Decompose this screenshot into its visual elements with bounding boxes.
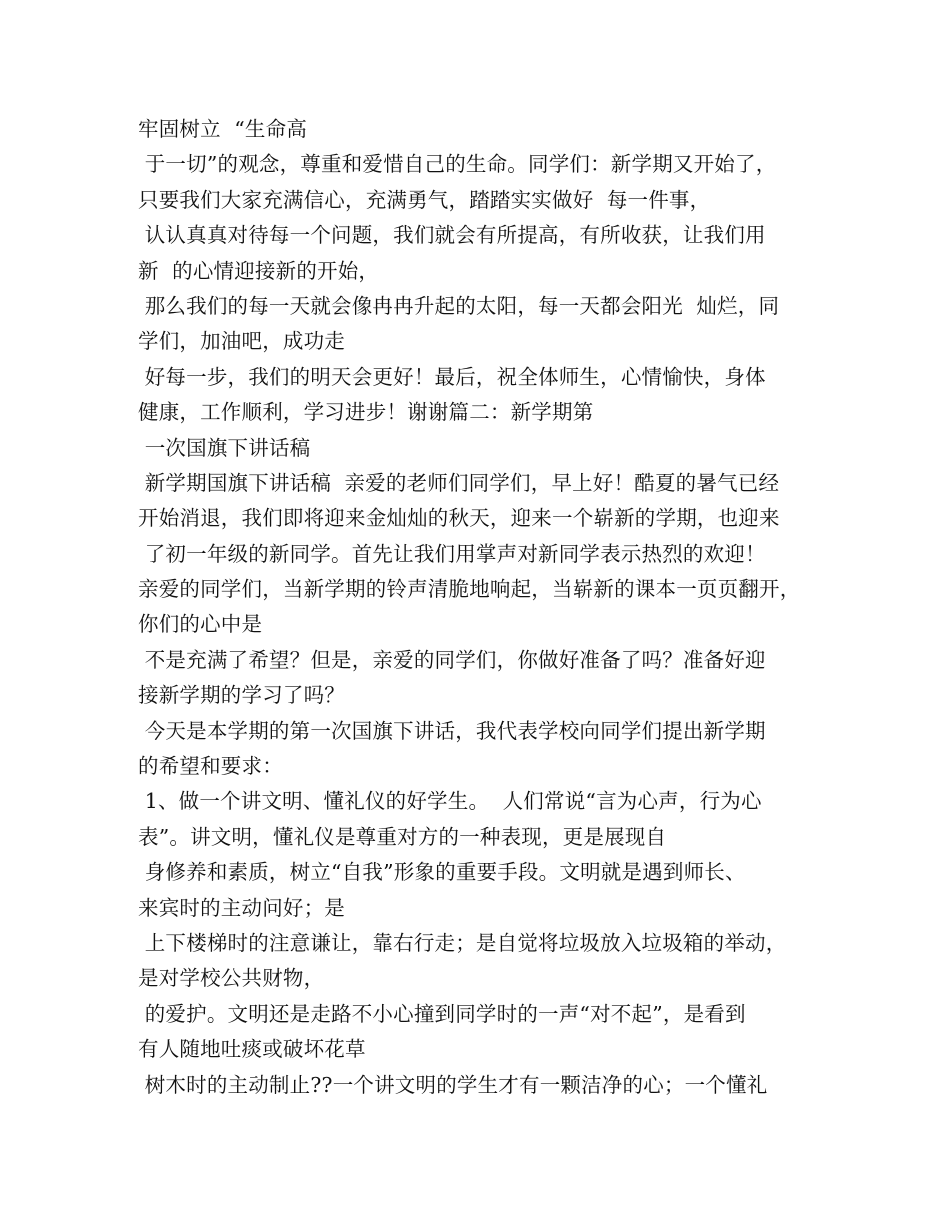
text-line: 新学期国旗下讲话稿 亲爱的老师们同学们，早上好！酷夏的暑气已经 xyxy=(138,470,780,495)
text-line: 1、做一个讲文明、懂礼仪的好学生。 人们常说“言为心声，行为心 xyxy=(138,789,762,814)
text-line: 牢固树立 “生命高 xyxy=(138,117,308,141)
text-line: 好每一步，我们的明天会更好！最后，祝全体师生，心情愉快，身体 xyxy=(138,364,766,389)
text-line: 那么我们的每一天就会像冉冉升起的太阳，每一天都会阳光 灿烂，同 xyxy=(138,293,780,318)
text-line: 你们的心中是 xyxy=(138,612,263,637)
text-line: 的希望和要求： xyxy=(138,754,283,779)
text-line: 只要我们大家充满信心，充满勇气，踏踏实实做好 每一件事， xyxy=(138,187,711,212)
text-line: 今天是本学期的第一次国旗下讲话，我代表学校向同学们提出新学期 xyxy=(138,718,766,743)
text-line: 新 的心情迎接新的开始， xyxy=(138,258,380,283)
text-line: 一次国旗下讲话稿 xyxy=(138,435,311,460)
text-line: 于一切”的观念，尊重和爱惜自己的生命。同学们：新学期又开始了， xyxy=(138,152,777,177)
text-line: 认认真真对待每一个问题，我们就会有所提高，有所收获，让我们用 xyxy=(138,223,766,248)
text-line: 树木时的主动制止??一个讲文明的学生才有一颗洁净的心；一个懂礼 xyxy=(138,1072,768,1097)
text-line: 健康，工作顺利，学习进步！谢谢篇二：新学期第 xyxy=(138,400,594,425)
text-line: 来宾时的主动问好；是 xyxy=(138,895,345,920)
text-line: 表”。讲文明，懂礼仪是尊重对方的一种表现，更是展现自 xyxy=(138,824,667,849)
document-body xyxy=(138,112,828,1103)
text-line: 不是充满了希望？但是，亲爱的同学们，你做好准备了吗？准备好迎 xyxy=(138,647,766,672)
text-line: 了初一年级的新同学。首先让我们用掌声对新同学表示热烈的欢迎！ xyxy=(138,541,766,566)
text-line: 开始消退，我们即将迎来金灿灿的秋天，迎来一个崭新的学期，也迎来 xyxy=(138,506,780,531)
text-line: 身修养和素质，树立“自我”形象的重要手段。文明就是遇到师长、 xyxy=(138,860,746,885)
text-line: 是对学校公共财物， xyxy=(138,966,325,991)
text-line: 接新学期的学习了吗？ xyxy=(138,683,345,708)
text-line: 上下楼梯时的注意谦让，靠右行走；是自觉将垃圾放入垃圾箱的举动， xyxy=(138,930,787,955)
text-line: 有人随地吐痰或破坏花草 xyxy=(138,1037,366,1062)
text-line: 学们，加油吧，成功走 xyxy=(138,329,345,354)
text-line: 的爱护。文明还是走路不小心撞到同学时的一声“对不起”，是看到 xyxy=(138,1001,746,1026)
text-line: 亲爱的同学们，当新学期的铃声清脆地响起，当崭新的课本一页页翻开， xyxy=(138,577,801,602)
